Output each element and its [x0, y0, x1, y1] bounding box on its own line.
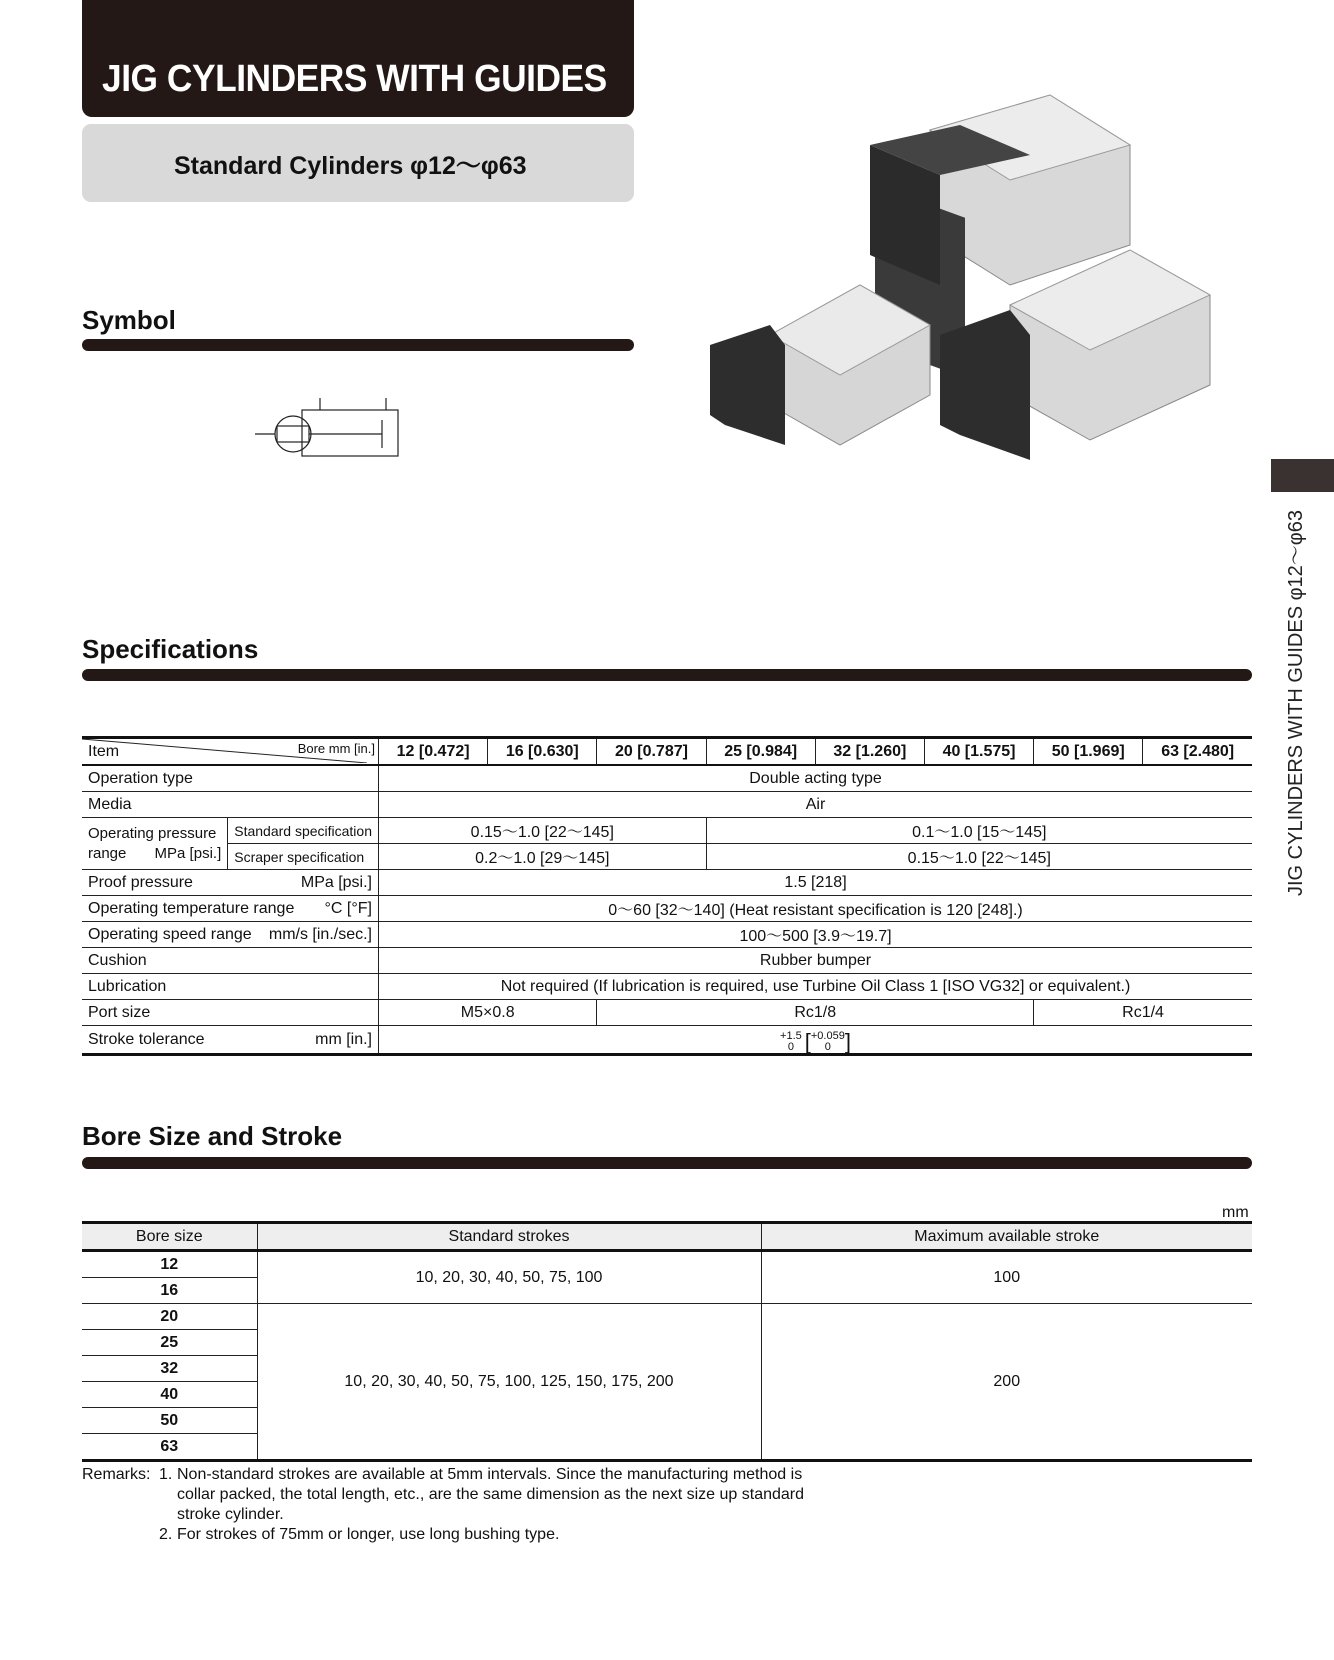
table-row: [82, 1251, 1252, 1278]
item-bore-cell: [82, 738, 379, 766]
standard-spec-label: Standard specification: [228, 818, 379, 844]
proof-pressure-unit: MPa [psi.]: [300, 873, 372, 891]
media-value: Air: [379, 792, 1253, 818]
bore-header-row: [82, 1223, 1252, 1251]
operation-type-label: Operation type: [82, 765, 379, 792]
spec-row-media: [82, 792, 1252, 818]
spec-row-stroke-tolerance: [82, 1026, 1252, 1055]
port-size-mid: Rc1/8: [597, 1000, 1034, 1026]
bore-size-cell: 25: [82, 1330, 257, 1356]
media-label: Media: [82, 792, 379, 818]
temperature-label: [82, 896, 379, 922]
tol-mm-zero: 0: [787, 1041, 794, 1053]
bore-col-32: 32 [1.260]: [815, 738, 924, 766]
operation-type-value: Double acting type: [379, 765, 1253, 792]
operating-pressure-label: [82, 818, 228, 870]
table-row: [82, 1304, 1252, 1330]
unit-label: mm: [1222, 1204, 1249, 1221]
page-subtitle: Standard Cylinders φ12～φ63: [174, 152, 527, 180]
pressure-unit: MPa [psi.]: [154, 844, 222, 862]
stroke-tolerance-label: [82, 1026, 379, 1055]
bore-size-cell: 50: [82, 1408, 257, 1434]
standard-small-value: 0.15～1.0 [22～145]: [379, 818, 707, 844]
spec-row-temperature: [82, 896, 1252, 922]
speed-label: [82, 922, 379, 948]
bore-label: Bore mm [in.]: [297, 741, 375, 756]
remarks: [82, 1465, 817, 1545]
tol-in-zero: 0: [824, 1041, 831, 1053]
bore-size-cell: 63: [82, 1434, 257, 1461]
cushion-value: Rubber bumper: [379, 948, 1253, 974]
tol-mm-plus: +1.5: [780, 1030, 802, 1042]
port-size-small: M5×0.8: [379, 1000, 597, 1026]
operating-pressure-text: Operating pressure: [88, 824, 217, 842]
lubrication-label: Lubrication: [82, 974, 379, 1000]
speed-text: Operating speed range: [88, 925, 252, 943]
spec-row-port: [82, 1000, 1252, 1026]
standard-large-value: 0.1～1.0 [15～145]: [706, 818, 1252, 844]
item-label: Item: [88, 743, 120, 760]
speed-value: 100～500 [3.9～19.7]: [379, 922, 1253, 948]
stroke-tolerance-value: +1.5 0 [ +0.059 0 ]: [379, 1026, 1253, 1055]
scraper-spec-label: Scraper specification: [228, 844, 379, 870]
spec-row-pressure-standard: [82, 818, 1252, 844]
product-photo: [710, 85, 1270, 470]
max-stroke-group1: 100: [761, 1251, 1252, 1304]
bore-size-cell: 16: [82, 1278, 257, 1304]
cushion-label: Cushion: [82, 948, 379, 974]
cylinder-symbol-icon: [255, 398, 405, 460]
scraper-small-value: 0.2～1.0 [29～145]: [379, 844, 707, 870]
port-size-large: Rc1/4: [1034, 1000, 1252, 1026]
symbol-divider: [82, 339, 634, 351]
side-title: JIG CYLINDERS WITH GUIDES φ12～φ63: [1285, 509, 1307, 896]
standard-strokes-group1: 10, 20, 30, 40, 50, 75, 100: [257, 1251, 761, 1304]
proof-pressure-value: 1.5 [218]: [379, 870, 1253, 896]
bore-col-12: 12 [0.472]: [379, 738, 488, 766]
bore-col-20: 20 [0.787]: [597, 738, 706, 766]
spec-row-cushion: [82, 948, 1252, 974]
bore-size-cell: 40: [82, 1382, 257, 1408]
bore-size-cell: 12: [82, 1251, 257, 1278]
subtitle-banner: [82, 124, 634, 202]
title-banner: [82, 0, 634, 117]
remarks-label: Remarks:: [82, 1466, 151, 1483]
max-stroke-header: Maximum available stroke: [761, 1223, 1252, 1251]
speed-unit: mm/s [in./sec.]: [268, 925, 372, 943]
lubrication-value: Not required (If lubrication is required, use Turbine Oil Class 1 [ISO VG32] or equivalent.): [379, 974, 1253, 1000]
temperature-text: Operating temperature range: [88, 899, 295, 917]
bore-stroke-heading: Bore Size and Stroke: [82, 1121, 343, 1151]
bore-size-cell: 20: [82, 1304, 257, 1330]
bore-col-16: 16 [0.630]: [488, 738, 597, 766]
specifications-divider: [82, 669, 1252, 681]
spec-header-row: [82, 738, 1252, 766]
port-size-label: Port size: [82, 1000, 379, 1026]
spec-row-speed: [82, 922, 1252, 948]
remark-number: 2.: [159, 1526, 173, 1543]
temperature-unit: °C [°F]: [324, 899, 372, 917]
bore-size-cell: 32: [82, 1356, 257, 1382]
proof-pressure-text: Proof pressure: [88, 873, 193, 891]
side-index-tab: [1271, 459, 1334, 492]
standard-strokes-header: Standard strokes: [257, 1223, 761, 1251]
remark-number: 1.: [159, 1466, 173, 1483]
spec-row-operation: [82, 765, 1252, 792]
max-stroke-group2: 200: [761, 1304, 1252, 1461]
tol-in-plus: +0.059: [810, 1030, 845, 1042]
stroke-tolerance-unit: mm [in.]: [315, 1030, 372, 1048]
symbol-heading: Symbol: [82, 305, 176, 335]
spec-row-pressure-scraper: [82, 844, 1252, 870]
page-title: JIG CYLINDERS WITH GUIDES: [102, 58, 607, 100]
bore-col-40: 40 [1.575]: [924, 738, 1033, 766]
bore-col-50: 50 [1.969]: [1034, 738, 1143, 766]
bore-stroke-table: [82, 1221, 1252, 1462]
bore-size-header: Bore size: [82, 1223, 257, 1251]
specifications-heading: Specifications: [82, 634, 259, 664]
bore-stroke-divider: [82, 1157, 1252, 1169]
spec-row-proof: [82, 870, 1252, 896]
remark-text: Non-standard strokes are available at 5mm intervals. Since the manufacturing method is collar packed, the total length, etc., are the same dimension as the next size up standard stroke cylinder.: [177, 1466, 805, 1523]
proof-pressure-label: [82, 870, 379, 896]
scraper-large-value: 0.15～1.0 [22～145]: [706, 844, 1252, 870]
spec-row-lubrication: [82, 974, 1252, 1000]
remark-text: For strokes of 75mm or longer, use long bushing type.: [177, 1526, 560, 1543]
temperature-value: 0～60 [32～140] (Heat resistant specification is 120 [248].): [379, 896, 1253, 922]
range-text: range: [88, 844, 127, 862]
bore-col-25: 25 [0.984]: [706, 738, 815, 766]
bore-col-63: 63 [2.480]: [1143, 738, 1252, 766]
stroke-tolerance-text: Stroke tolerance: [88, 1030, 205, 1048]
specifications-table: [82, 736, 1252, 1056]
standard-strokes-group2: 10, 20, 30, 40, 50, 75, 100, 125, 150, 175, 200: [257, 1304, 761, 1461]
